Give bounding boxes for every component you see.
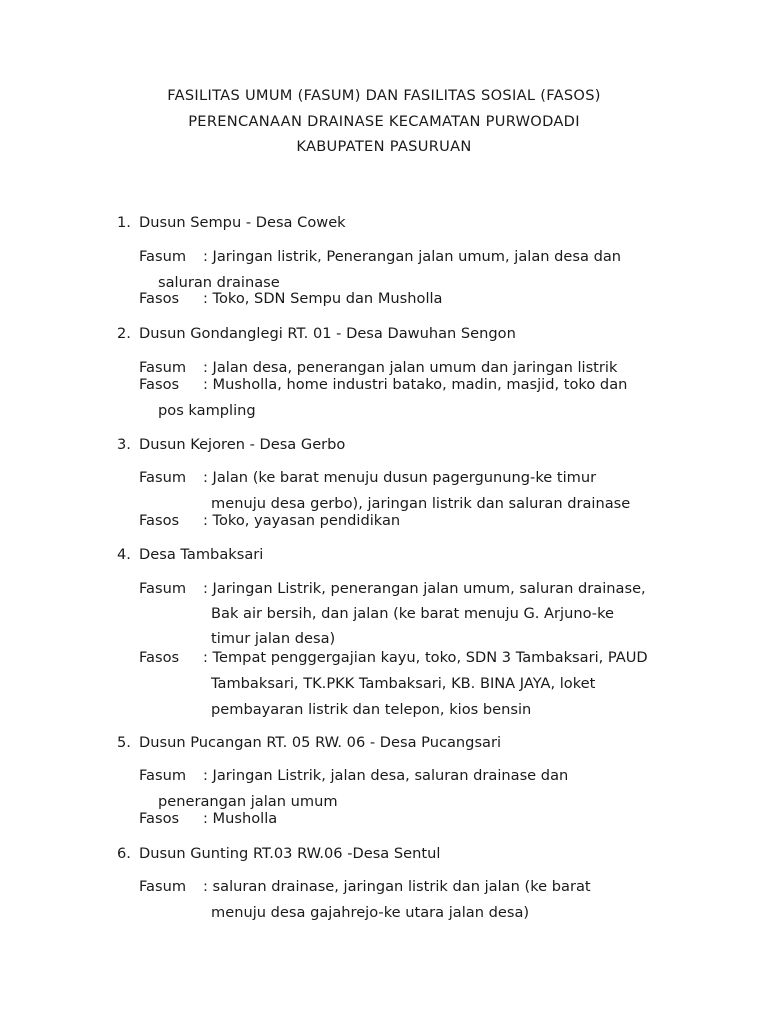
item-3-fasum-text-cont-1: menuju desa gerbo), jaringan listrik dan saluran drainase	[211, 495, 631, 512]
item-6-heading: Dusun Gunting RT.03 RW.06 -Desa Sentul	[139, 845, 441, 862]
item-5-fasum-text-cont-1: penerangan jalan umum	[158, 793, 338, 810]
item-4-fasum-text-cont-1: Bak air bersih, dan jalan (ke barat menuju G. Arjuno-ke	[211, 605, 614, 622]
document-title-line-2: PERENCANAAN DRAINASE KECAMATAN PURWODADI	[188, 113, 580, 130]
item-2-fasum-text: : Jalan desa, penerangan jalan umum dan jaringan listrik	[203, 359, 618, 376]
item-6-fasum-text: : saluran drainase, jaringan listrik dan jalan (ke barat	[203, 878, 591, 895]
item-5-fasos-text: : Musholla	[203, 810, 278, 827]
item-3-fasum-text: : Jalan (ke barat menuju dusun pagergunung-ke timur	[203, 469, 597, 486]
item-1-heading: Dusun Sempu - Desa Cowek	[139, 214, 346, 231]
item-4-fasum-text-cont-2: timur jalan desa)	[211, 630, 336, 647]
item-2-fasum-label: Fasum	[139, 359, 187, 376]
item-4-fasum-label: Fasum	[139, 580, 187, 597]
item-1-fasos-text: : Toko, SDN Sempu dan Musholla	[203, 290, 443, 307]
item-2-fasos-text-cont-1: pos kampling	[158, 402, 256, 419]
item-5-fasum-label: Fasum	[139, 767, 187, 784]
document-title-line-1: FASILITAS UMUM (FASUM) DAN FASILITAS SOSIAL (FASOS)	[167, 87, 601, 104]
item-1-number: 1.	[117, 214, 131, 231]
item-1-fasos-label: Fasos	[139, 290, 180, 307]
item-4-fasos-label: Fasos	[139, 649, 180, 666]
item-2-fasos-text: : Musholla, home industri batako, madin, masjid, toko dan	[203, 376, 628, 393]
item-4-fasos-text-cont-1: Tambaksari, TK.PKK Tambaksari, KB. BINA JAYA, loket	[211, 675, 596, 692]
item-6-number: 6.	[117, 845, 131, 862]
item-4-fasum-text: : Jaringan Listrik, penerangan jalan umum, saluran drainase,	[203, 580, 646, 597]
item-4-fasos-text-cont-2: pembayaran listrik dan telepon, kios bensin	[211, 701, 532, 718]
item-3-heading: Dusun Kejoren - Desa Gerbo	[139, 436, 346, 453]
item-2-number: 2.	[117, 325, 131, 342]
item-5-fasos-label: Fasos	[139, 810, 180, 827]
item-4-number: 4.	[117, 546, 131, 563]
item-5-number: 5.	[117, 734, 131, 751]
document-title-line-3: KABUPATEN PASURUAN	[296, 138, 472, 155]
item-5-heading: Dusun Pucangan RT. 05 RW. 06 - Desa Pucangsari	[139, 734, 502, 751]
item-1-fasum-label: Fasum	[139, 248, 187, 265]
item-6-fasum-label: Fasum	[139, 878, 187, 895]
item-3-fasum-label: Fasum	[139, 469, 187, 486]
item-1-fasum-text-cont-1: saluran drainase	[158, 274, 280, 291]
item-1-fasum-text: : Jaringan listrik, Penerangan jalan umum, jalan desa dan	[203, 248, 622, 265]
item-3-number: 3.	[117, 436, 131, 453]
item-3-fasos-text: : Toko, yayasan pendidikan	[203, 512, 401, 529]
item-6-fasum-text-cont-1: menuju desa gajahrejo-ke utara jalan desa)	[211, 904, 530, 921]
item-2-heading: Dusun Gondanglegi RT. 01 - Desa Dawuhan Sengon	[139, 325, 516, 342]
item-3-fasos-label: Fasos	[139, 512, 180, 529]
item-5-fasum-text: : Jaringan Listrik, jalan desa, saluran drainase dan	[203, 767, 569, 784]
item-4-heading: Desa Tambaksari	[139, 546, 264, 563]
item-2-fasos-label: Fasos	[139, 376, 180, 393]
item-4-fasos-text: : Tempat penggergajian kayu, toko, SDN 3 Tambaksari, PAUD	[203, 649, 648, 666]
